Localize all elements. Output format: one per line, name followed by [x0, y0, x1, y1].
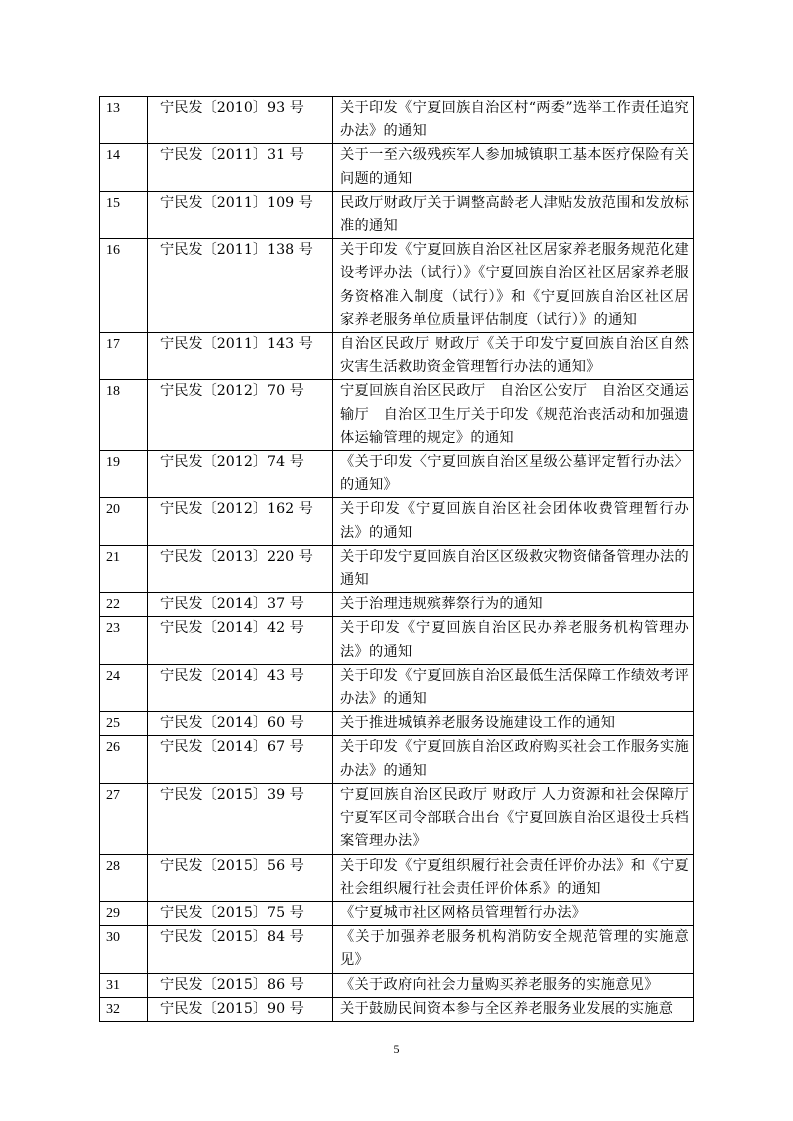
- document-title-cell: 关于印发《宁夏回族自治区最低生活保障工作绩效考评办法》的通知: [333, 664, 694, 711]
- document-number-cell: 宁民发〔2011〕138 号: [148, 239, 333, 333]
- row-number-cell: 27: [100, 783, 148, 854]
- document-number-cell: 宁民发〔2012〕162 号: [148, 498, 333, 545]
- document-title-cell: 关于一至六级残疾军人参加城镇职工基本医疗保险有关问题的通知: [333, 144, 694, 191]
- row-number-cell: 19: [100, 451, 148, 498]
- table-row: [100, 498, 694, 545]
- document-number-cell: 宁民发〔2014〕37 号: [148, 593, 333, 617]
- table-row: [100, 973, 694, 997]
- document-title-cell: 关于治理违规殡葬祭行为的通知: [333, 593, 694, 617]
- document-title-cell: 自治区民政厅 财政厅《关于印发宁夏回族自治区自然灾害生活救助资金管理暂行办法的通知》: [333, 333, 694, 380]
- row-number-cell: 32: [100, 997, 148, 1021]
- document-number-cell: 宁民发〔2013〕220 号: [148, 545, 333, 592]
- document-number-cell: 宁民发〔2012〕70 号: [148, 380, 333, 451]
- document-title-cell: 关于印发《宁夏回族自治区社会团体收费管理暂行办法》的通知: [333, 498, 694, 545]
- table-row: [100, 736, 694, 783]
- table-row: [100, 333, 694, 380]
- document-number-cell: 宁民发〔2015〕90 号: [148, 997, 333, 1021]
- row-number-cell: 18: [100, 380, 148, 451]
- document-number-cell: 宁民发〔2015〕39 号: [148, 783, 333, 854]
- row-number-cell: 14: [100, 144, 148, 191]
- document-number-cell: 宁民发〔2010〕93 号: [148, 97, 333, 144]
- document-number-cell: 宁民发〔2015〕75 号: [148, 901, 333, 925]
- document-number-cell: 宁民发〔2014〕43 号: [148, 664, 333, 711]
- table-row: [100, 593, 694, 617]
- row-number-cell: 22: [100, 593, 148, 617]
- document-number-cell: 宁民发〔2011〕143 号: [148, 333, 333, 380]
- document-title-cell: 民政厅财政厅关于调整高龄老人津贴发放范围和发放标准的通知: [333, 191, 694, 238]
- table-row: [100, 239, 694, 333]
- row-number-cell: 25: [100, 712, 148, 736]
- row-number-cell: 17: [100, 333, 148, 380]
- row-number-cell: 31: [100, 973, 148, 997]
- document-title-cell: 《宁夏城市社区网格员管理暂行办法》: [333, 901, 694, 925]
- row-number-cell: 16: [100, 239, 148, 333]
- table-row: [100, 97, 694, 144]
- table-row: [100, 783, 694, 854]
- document-title-cell: 《关于加强养老服务机构消防安全规范管理的实施意见》: [333, 926, 694, 973]
- table-row: [100, 545, 694, 592]
- document-number-cell: 宁民发〔2015〕86 号: [148, 973, 333, 997]
- row-number-cell: 28: [100, 854, 148, 901]
- row-number-cell: 21: [100, 545, 148, 592]
- document-title-cell: 关于鼓励民间资本参与全区养老服务业发展的实施意: [333, 997, 694, 1021]
- document-table: [99, 96, 694, 1022]
- document-title-cell: 关于印发《宁夏回族自治区政府购买社会工作服务实施办法》的通知: [333, 736, 694, 783]
- document-number-cell: 宁民发〔2014〕60 号: [148, 712, 333, 736]
- row-number-cell: 24: [100, 664, 148, 711]
- document-number-cell: 宁民发〔2015〕56 号: [148, 854, 333, 901]
- document-title-cell: 关于印发《宁夏回族自治区民办养老服务机构管理办法》的通知: [333, 617, 694, 664]
- row-number-cell: 20: [100, 498, 148, 545]
- document-number-cell: 宁民发〔2014〕67 号: [148, 736, 333, 783]
- row-number-cell: 26: [100, 736, 148, 783]
- document-title-cell: 《关于政府向社会力量购买养老服务的实施意见》: [333, 973, 694, 997]
- document-number-cell: 宁民发〔2011〕109 号: [148, 191, 333, 238]
- table-row: [100, 854, 694, 901]
- table-row: [100, 712, 694, 736]
- document-number-cell: 宁民发〔2011〕31 号: [148, 144, 333, 191]
- row-number-cell: 30: [100, 926, 148, 973]
- document-title-cell: 宁夏回族自治区民政厅 财政厅 人力资源和社会保障厅 宁夏军区司令部联合出台《宁夏回族自治区退役士兵档案管理办法》: [333, 783, 694, 854]
- row-number-cell: 13: [100, 97, 148, 144]
- table-row: [100, 997, 694, 1021]
- table-row: [100, 144, 694, 191]
- table-row: [100, 191, 694, 238]
- document-title-cell: 关于印发《宁夏组织履行社会责任评价办法》和《宁夏社会组织履行社会责任评价体系》的通知: [333, 854, 694, 901]
- document-title-cell: 关于印发《宁夏回族自治区村“两委”选举工作责任追究办法》的通知: [333, 97, 694, 144]
- row-number-cell: 23: [100, 617, 148, 664]
- table-row: [100, 451, 694, 498]
- document-title-cell: 关于印发《宁夏回族自治区社区居家养老服务规范化建设考评办法（试行）》《宁夏回族自治区社区居家养老服务资格准入制度（试行）》和《宁夏回族自治区社区居家养老服务单位质量评估制度（试行）》的通知: [333, 239, 694, 333]
- document-title-cell: 《关于印发〈宁夏回族自治区星级公墓评定暂行办法〉的通知》: [333, 451, 694, 498]
- document-number-cell: 宁民发〔2015〕84 号: [148, 926, 333, 973]
- document-title-cell: 宁夏回族自治区民政厅 自治区公安厅 自治区交通运输厅 自治区卫生厅关于印发《规范治丧活动和加强遗体运输管理的规定》的通知: [333, 380, 694, 451]
- document-number-cell: 宁民发〔2014〕42 号: [148, 617, 333, 664]
- row-number-cell: 29: [100, 901, 148, 925]
- table-body: [100, 97, 694, 1022]
- page-number: 5: [393, 1042, 400, 1056]
- table-row: [100, 380, 694, 451]
- table-row: [100, 617, 694, 664]
- document-number-cell: 宁民发〔2012〕74 号: [148, 451, 333, 498]
- row-number-cell: 15: [100, 191, 148, 238]
- table-row: [100, 926, 694, 973]
- table-row: [100, 901, 694, 925]
- table-row: [100, 664, 694, 711]
- document-title-cell: 关于印发宁夏回族自治区区级救灾物资储备管理办法的通知: [333, 545, 694, 592]
- document-title-cell: 关于推进城镇养老服务设施建设工作的通知: [333, 712, 694, 736]
